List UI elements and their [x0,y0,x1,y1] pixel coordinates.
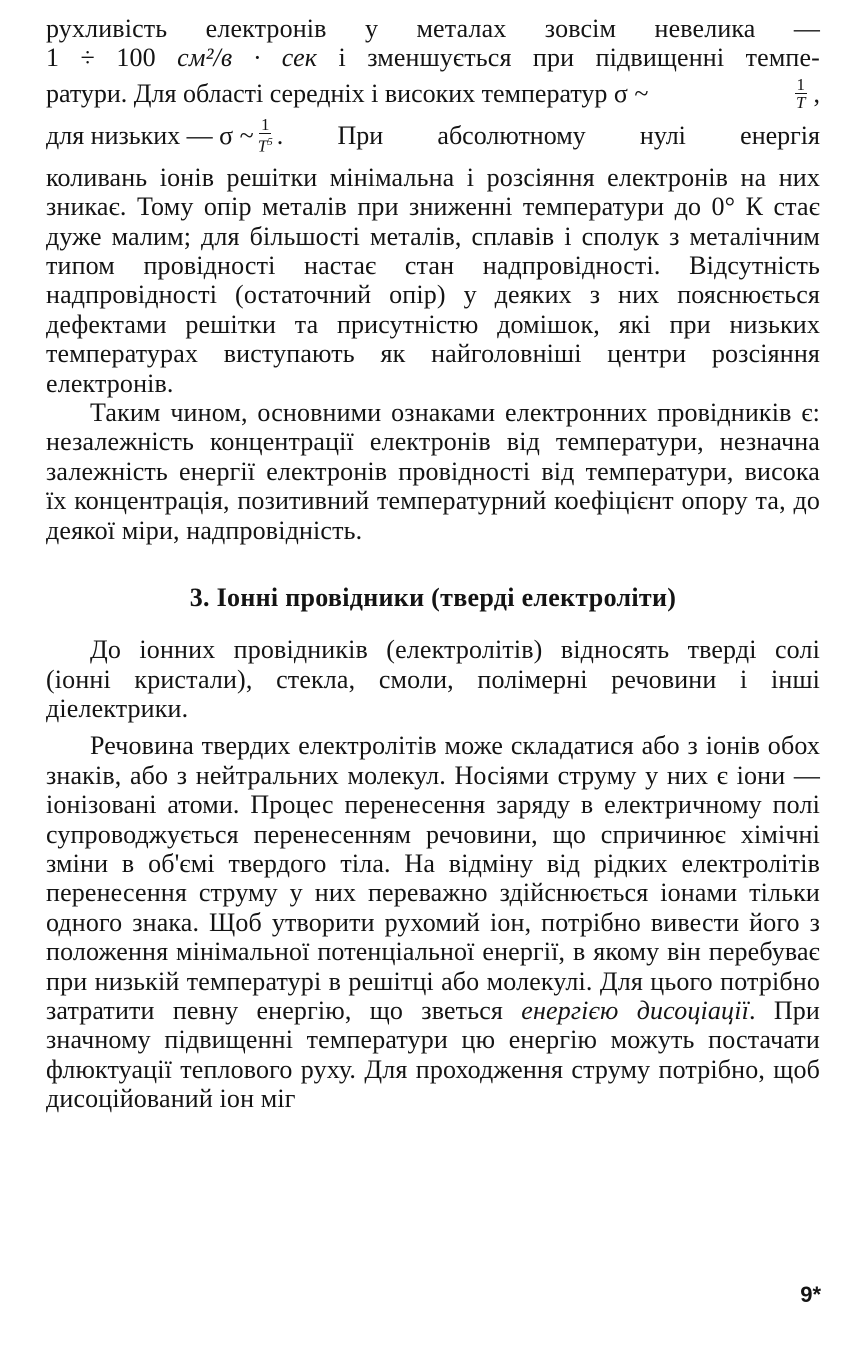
paragraph-4-start: Речовина твердих електролітів може складатися або з іонів обох знаків, або з нейтральних молекул. Носіями струму у них є іони — іонізовані атоми. Процес перенесення заряду в електричному полі супроводжується перенесенням речовини, що спричинює хімічні зміни в об'ємі твердого тіла. На відміну від рідких електролітів перенесення струму у них переважно здійснюється іонами тільки одного знака. Щоб утворити рухомий іон, потрібно вивести його з положення мінімальної потенціальної енергії, в якому він перебуває при низькій температурі в решітці або молекулі. Для цього потрібно затратити певну енергію, що зветься [46,731,820,1025]
paragraph-1-line-2 [46,43,820,72]
page-number: 9* [800,1282,821,1307]
fraction-1-over-t5 [256,116,275,155]
formula-high-temp-end: , [813,78,820,108]
paragraph-1 [46,14,820,398]
paragraph-4 [46,731,820,1113]
fraction-1-over-t [794,76,807,111]
paragraph-4-end: . При значному підвищенні температури цю енергію можуть постачати флюктуації теплового руху. Для проходження струму потрібно, щоб дисоційований іон міг [46,995,820,1114]
dissociation-energy-term: енергією дисоціації [521,995,749,1025]
fraction-base: T [257,137,268,157]
formula-line-low-temp [46,115,820,157]
section-heading: 3. Іонні провідники (тверді електроліти) [189,583,677,613]
formula-low-temp-text: для низьких — σ ~ [46,120,254,150]
formula-high-temp-text: ратури. Для області середніх і високих температур σ ~ [46,78,649,108]
fraction-numerator: 1 [796,75,806,95]
fraction-denominator: T [796,93,806,113]
formula-line-high-temp [46,73,820,115]
page-body [46,14,820,1114]
paragraph-1-line-2-tail: і зменшується при підвищенні темпе- [317,43,820,73]
paragraph-1-rest: коливань іонів решітки мінімальна і розсіяння електронів на них зникає. Тому опір металів при зниженні температури до 0° К стає дуже малим; для більшості металів, сплавів і сполук з металічним типом провідності настає стан надпровідності. Відсутність надпровідності (остаточний опір) у деяких з них пояснюється дефектами решітки та присутністю домішок, які при низьких температурах виступають як найголовніші центри розсіяння електронів. [46,162,820,398]
paragraph-2: Таким чином, основними ознаками електронних провідників є: незалежність концентрації електронів від температури, незначна залежність енергії електронів провідності від температури, висока їх концентрація, позитивний температурний коефіцієнт опору та, до деякої міри, надпровідність. [46,398,820,545]
paragraph-3: До іонних провідників (електролітів) відносять тверді солі (іонні кристали), стекла, смоли, полімерні речовини і інші діелектрики. [46,635,820,723]
formula-high-temp-fraction [792,73,820,115]
fraction-numerator: 1 [260,115,270,135]
fraction-exponent: 5 [267,136,273,149]
mobility-unit: см²/в · сек [177,43,318,73]
fraction-denominator [256,134,275,155]
mobility-range: 1 ÷ 100 [46,43,178,73]
paragraph-1-line-1: рухливість електронів у металах зовсім невелика — [46,14,820,43]
formula-low-temp-tail: . При абсолютному нулі енергія [276,120,820,150]
